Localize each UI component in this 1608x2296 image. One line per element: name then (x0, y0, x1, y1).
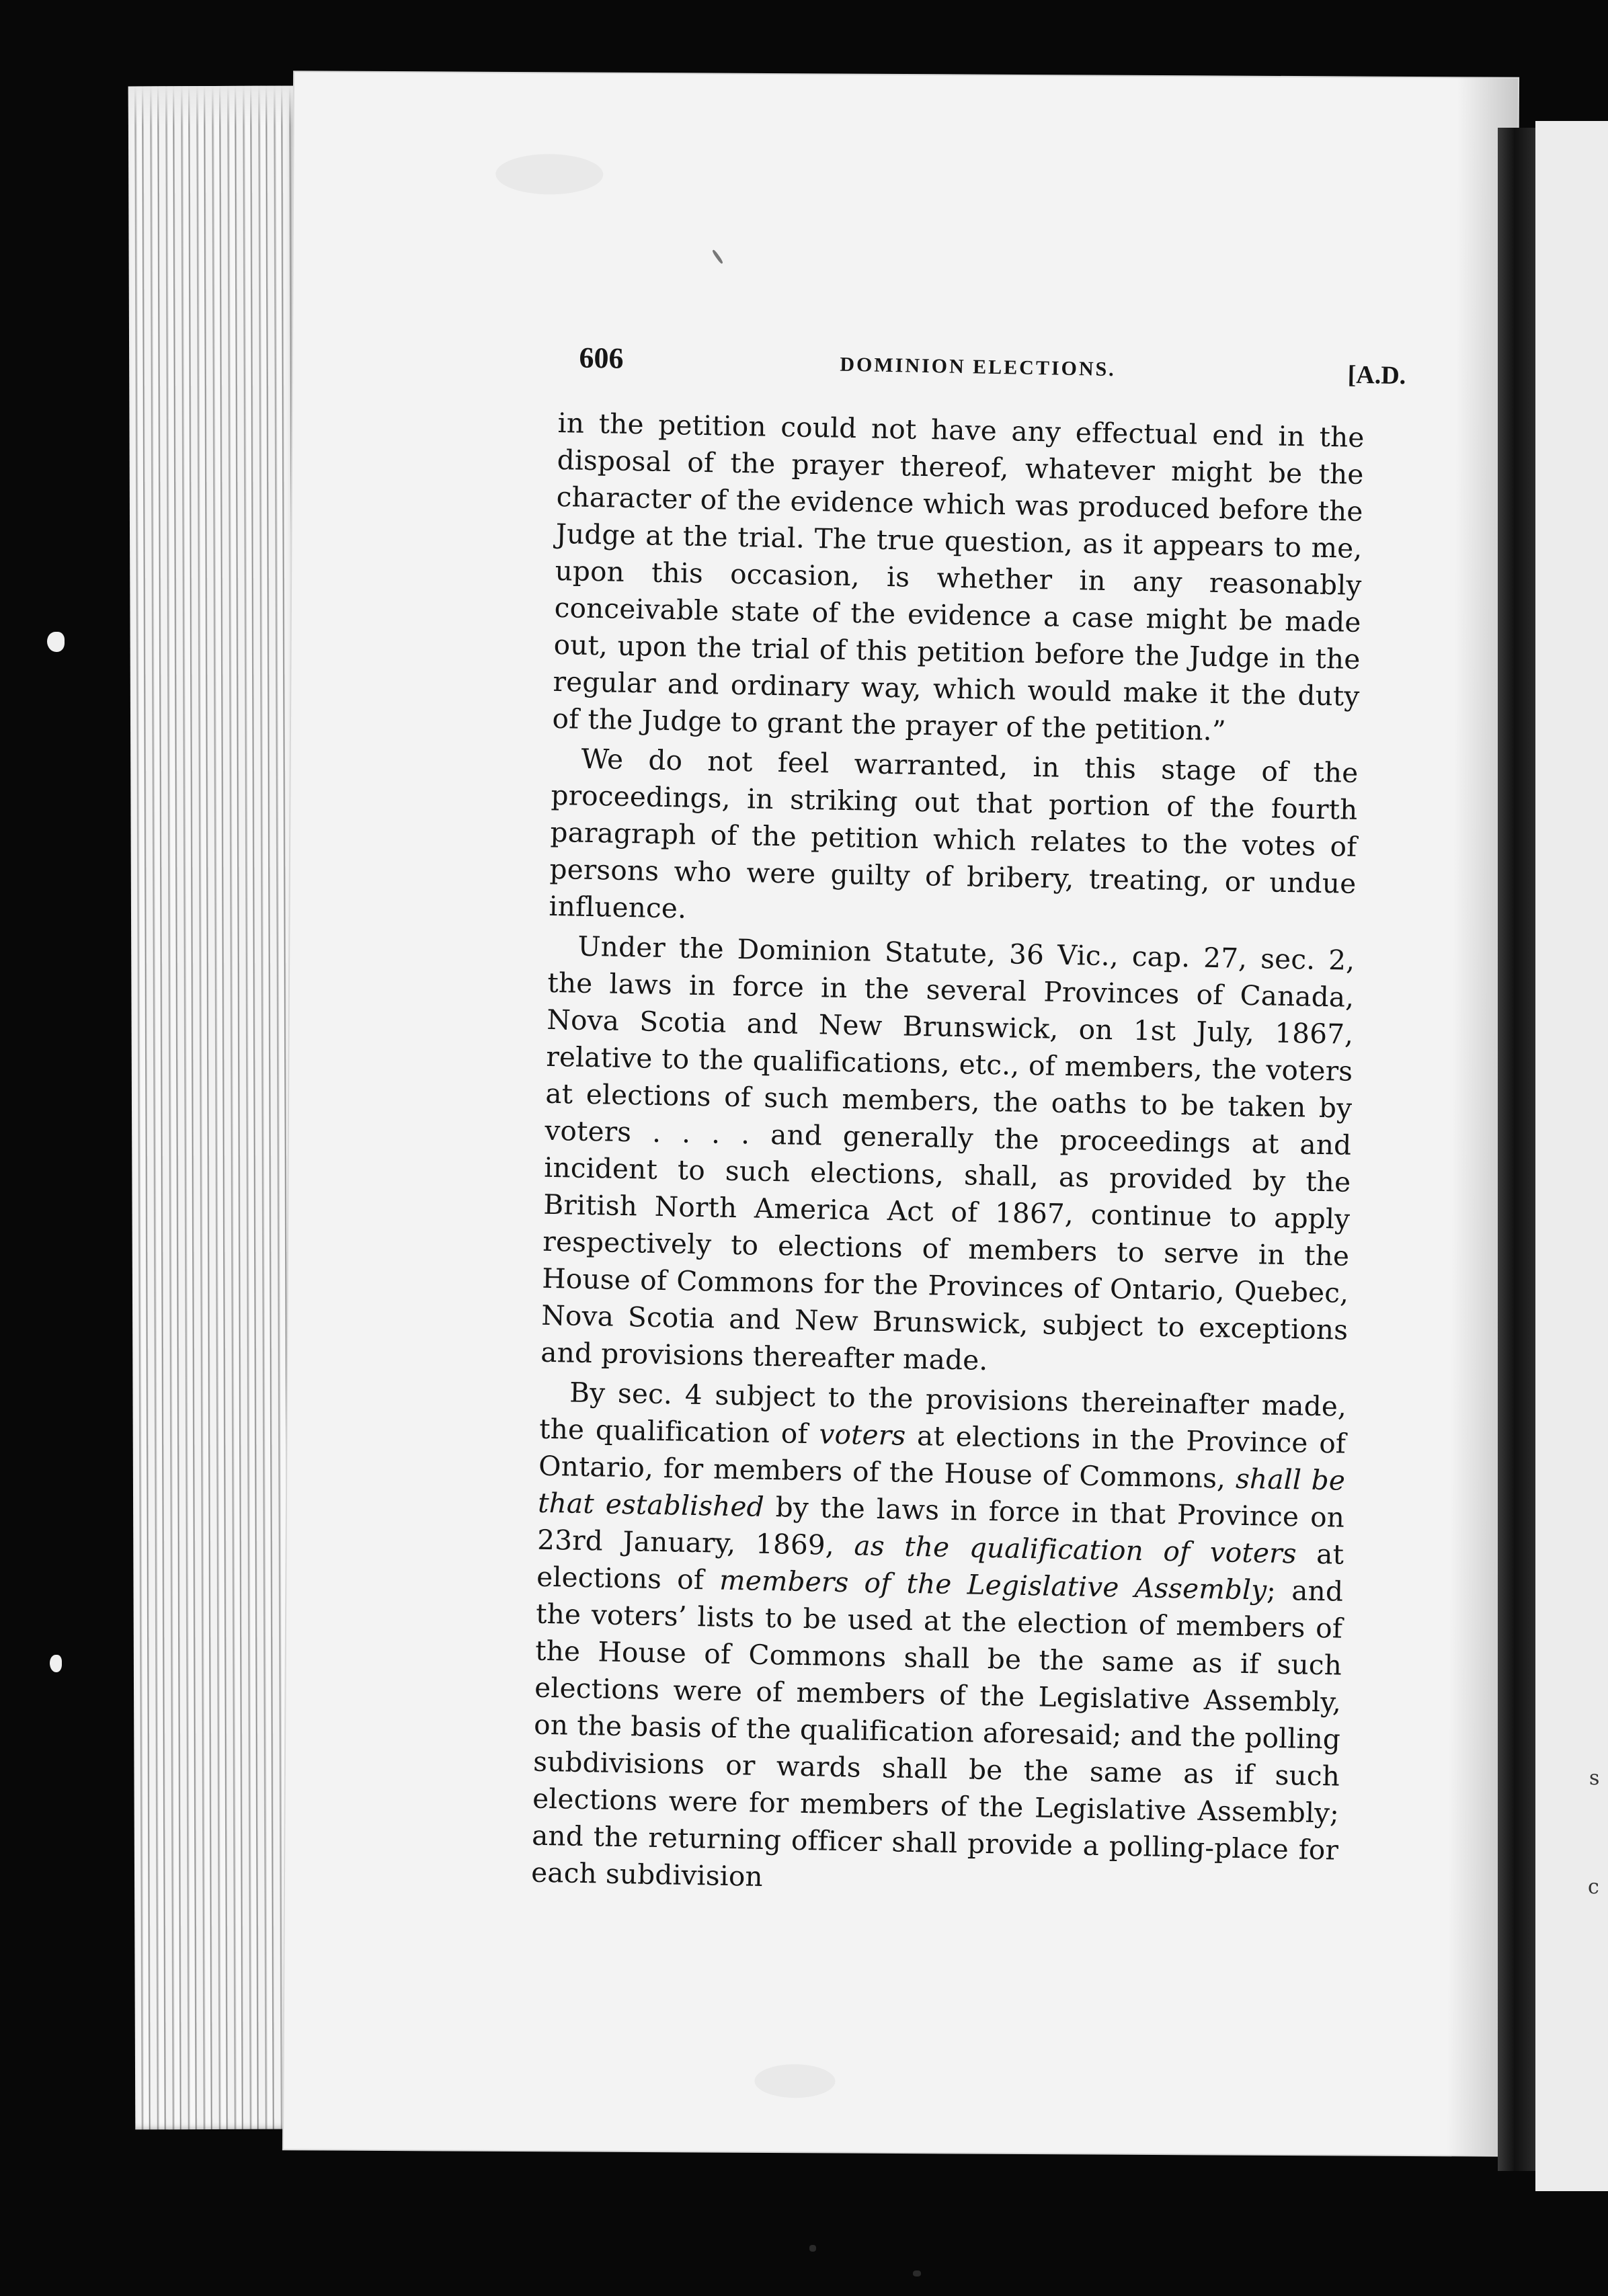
text-run: Under the Dominion Statute, 36 Vic., cap. 27, sec. 2, the laws in force in the several Provinces of Canada, Nova Scotia and New Brunswick, on 1st July, 1867, relative to the qualifications, etc., of members, the voters at elections of such members, the oaths to be taken by voters . . . . and generally the proceedings at and incident to such elections, shall, as provided by the British North America Act of 1867, continue to apply respectively to elections of members to serve in the House of Commons for the Provinces of Ontario, Quebec, Nova Scotia and New Brunswick, subject to exceptions and provisions thereafter made. (540, 930, 1355, 1377)
paper-smudge (754, 2064, 835, 2098)
page-number: 606 (579, 341, 624, 375)
text-run: in the petition could not have any effectual end in the disposal of the prayer thereof, whatever might be the character of the evidence which was produced before the Judge at the trial. The true question, as it appears to me, upon this occasion, is whether in any reasonably conceivable state of the evidence a case might be made out, upon the trial of this petition before the Judge in the regular and ordinary way, which would make it the duty of the Judge to grant the prayer of the petition.” (552, 406, 1365, 747)
italic-text: members of the Legislative Assembly (719, 1563, 1267, 1606)
page-text (530, 340, 1406, 1906)
dust-speck (50, 1655, 62, 1672)
page-gutter (1498, 128, 1535, 2171)
paragraph (549, 740, 1359, 940)
paper-smudge (495, 154, 603, 195)
text-run: By sec. 4 subject to the provisions thereinafter made, the qualification of (538, 1376, 1347, 1450)
next-page-mark: c (1588, 1875, 1599, 1899)
italic-text: shall be that established (537, 1462, 1346, 1523)
paragraph (531, 1374, 1347, 1906)
running-title: DOMINION ELECTIONS. (840, 353, 1117, 381)
paragraph (540, 928, 1355, 1386)
text-run: ; and the voters’ lists to be used at the election of members of the House of Commons shall be the same as if such elections were of members of the Legislative Assembly, on the basis of the qualification aforesaid; and the polling subdivisions or wards shall be the same as if such elections were for members of the Legislative Assembly; and the returning officer shall provide a polling-place for each subdivision (530, 1573, 1344, 1893)
paragraph (552, 405, 1365, 752)
text-run: We do not feel warranted, in this stage of the proceedings, in striking out that portion of the fourth paragraph of the petition which relates to the votes of persons who were guilty of bribery, treating, or undue influence. (549, 742, 1359, 925)
text-run: at elections in the Province of Ontario, for members of the House of Commons, (538, 1419, 1346, 1495)
dust-speck (913, 2270, 921, 2277)
dust-speck (809, 2245, 816, 2252)
dust-speck (47, 632, 65, 652)
text-run: at elections of (536, 1537, 1344, 1596)
italic-text: as the qualification of voters (854, 1529, 1297, 1570)
italic-text: voters (819, 1418, 906, 1452)
text-run: by the laws in force in that Province on 23rd January, 1869, (536, 1490, 1345, 1562)
header-year-marker: [A.D. (1347, 360, 1406, 391)
next-page-mark: s (1589, 1766, 1600, 1790)
page-edges (128, 86, 304, 2130)
